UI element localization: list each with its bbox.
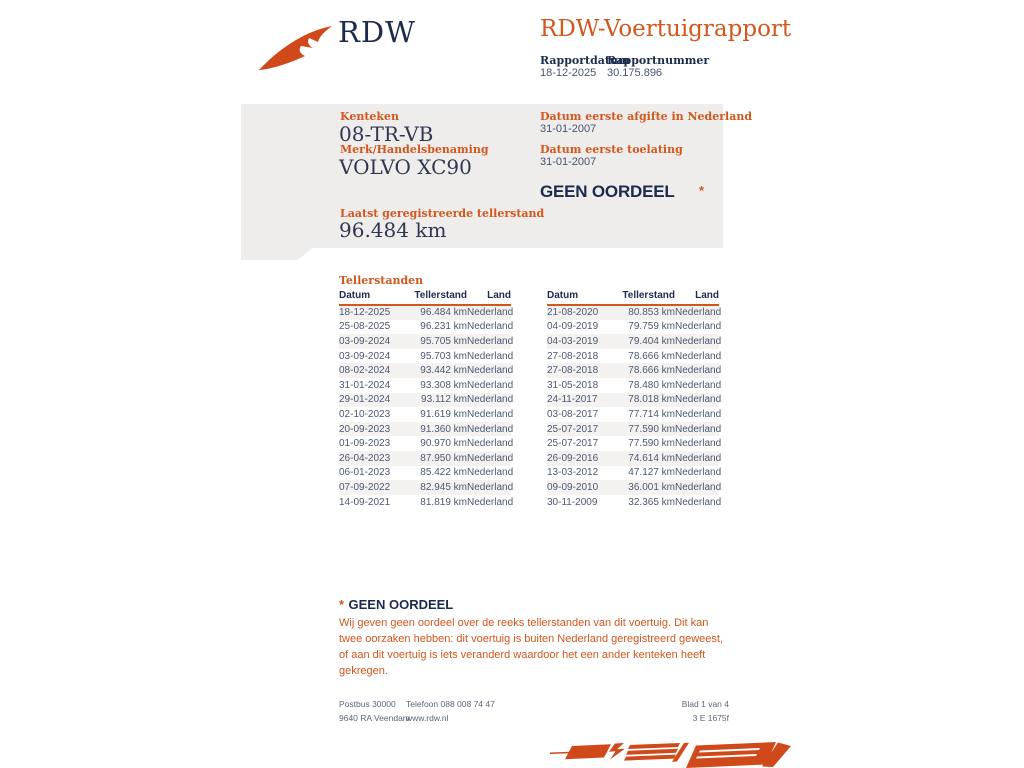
datum-cell: 25-08-2025	[339, 321, 391, 333]
footer-page-indicator: Blad 1 van 4	[681, 699, 729, 709]
footer-website: www.rdw.nl	[406, 713, 449, 723]
footer-address	[339, 697, 410, 725]
merk-value: VOLVO XC90	[339, 155, 472, 179]
land-cell: Nederland	[675, 481, 722, 493]
tellerstand-cell: 77.714 km	[628, 408, 675, 420]
tellerstand-column-header: Tellerstand	[405, 288, 467, 305]
land-cell: Nederland	[675, 307, 722, 319]
datum-cell: 01-09-2023	[339, 438, 391, 450]
table-header-row	[547, 288, 719, 305]
tellerstand-cell: 79.759 km	[628, 321, 675, 333]
datum-cell: 08-02-2024	[339, 365, 391, 377]
land-cell: Nederland	[467, 438, 514, 450]
datum-cell: 25-07-2017	[547, 438, 599, 450]
land-cell: Nederland	[467, 350, 514, 362]
table-row	[547, 407, 719, 422]
datum-cell: 27-08-2018	[547, 350, 599, 362]
tellerstand-value: 96.484 km	[339, 218, 447, 242]
datum-cell: 04-03-2019	[547, 335, 599, 347]
oordeel-verdict: GEEN OORDEEL	[540, 182, 675, 201]
tellerstand-cell: 77.590 km	[628, 423, 675, 435]
tellerstand-cell: 82.945 km	[420, 481, 467, 493]
table-row	[547, 436, 719, 451]
table-row	[547, 466, 719, 481]
tellerstand-cell: 78.666 km	[628, 350, 675, 362]
datum-cell: 03-09-2024	[339, 335, 391, 347]
tellerstand-cell: 36.001 km	[628, 481, 675, 493]
table-row	[339, 436, 511, 451]
tellerstand-cell: 78.666 km	[628, 365, 675, 377]
footnote-heading: GEEN OORDEEL	[348, 597, 454, 612]
table-row	[339, 378, 511, 393]
land-cell: Nederland	[675, 496, 722, 508]
tellerstand-cell: 95.705 km	[420, 335, 467, 347]
datum-cell: 24-11-2017	[547, 394, 598, 406]
datum-cell: 14-09-2021	[339, 496, 391, 508]
tellerstanden-table-right	[547, 288, 722, 509]
datum-cell: 26-04-2023	[339, 452, 391, 464]
tellerstand-label: Laatst geregistreerde tellerstand	[340, 207, 545, 220]
land-cell: Nederland	[675, 408, 722, 420]
table-row	[547, 334, 719, 349]
tellerstand-cell: 80.853 km	[628, 307, 675, 319]
table-row	[547, 305, 719, 320]
tellerstanden-heading: Tellerstanden	[339, 274, 424, 287]
kenteken-label: Kenteken	[340, 110, 400, 123]
footer-form-code: 3 E 1675f	[692, 713, 729, 723]
datum-cell: 20-09-2023	[339, 423, 391, 435]
table-row	[547, 480, 719, 495]
table-row	[547, 363, 719, 378]
datum-cell: 30-11-2009	[547, 496, 598, 508]
land-cell: Nederland	[467, 335, 514, 347]
land-cell: Nederland	[467, 379, 514, 391]
rdw-wordmark: RDW	[338, 15, 416, 49]
land-cell: Nederland	[467, 394, 514, 406]
land-cell: Nederland	[675, 321, 722, 333]
table-row	[339, 363, 511, 378]
report-number-label: Rapportnummer	[607, 54, 710, 67]
datum-cell: 21-08-2020	[547, 307, 599, 319]
table-row	[339, 407, 511, 422]
tellerstand-cell: 95.703 km	[420, 350, 467, 362]
feather-fragment-graphic-icon	[548, 741, 796, 768]
datum-cell: 25-07-2017	[547, 423, 599, 435]
land-cell: Nederland	[467, 481, 514, 493]
footer-postbus: Postbus 30000	[339, 699, 396, 709]
tellerstand-cell: 91.619 km	[420, 408, 467, 420]
datum-cell: 26-09-2016	[547, 452, 599, 464]
land-column-header: Land	[467, 288, 511, 305]
datum-cell: 04-09-2019	[547, 321, 599, 333]
land-cell: Nederland	[675, 335, 722, 347]
land-cell: Nederland	[675, 394, 722, 406]
tellerstand-cell: 79.404 km	[628, 335, 675, 347]
datum-cell: 03-08-2017	[547, 408, 599, 420]
land-cell: Nederland	[467, 307, 514, 319]
footer-city: 9640 RA Veendam	[339, 713, 410, 723]
report-title: RDW-Voertuigrapport	[540, 16, 792, 42]
table-row	[547, 495, 719, 510]
land-cell: Nederland	[675, 423, 722, 435]
report-number-value: 30.175.896	[607, 67, 663, 79]
table-row	[547, 393, 719, 408]
datum-cell: 09-09-2010	[547, 481, 599, 493]
table-row	[547, 378, 719, 393]
table-row	[339, 451, 511, 466]
datum-cell: 27-08-2018	[547, 365, 599, 377]
land-cell: Nederland	[467, 408, 514, 420]
datum-cell: 29-01-2024	[339, 394, 391, 406]
tellerstand-cell: 47.127 km	[628, 467, 675, 479]
rdw-feather-logo-icon	[256, 24, 338, 74]
tellerstand-cell: 93.442 km	[420, 365, 467, 377]
table-row	[339, 334, 511, 349]
tellerstand-cell: 91.360 km	[420, 423, 467, 435]
datum-cell: 18-12-2025	[339, 307, 391, 319]
tellerstand-cell: 77.590 km	[628, 438, 675, 450]
table-row	[547, 451, 719, 466]
oordeel-asterisk: *	[699, 183, 705, 198]
merk-label: Merk/Handelsbenaming	[340, 143, 489, 156]
table-row	[339, 466, 511, 481]
footer-contact	[406, 697, 495, 725]
land-cell: Nederland	[467, 496, 514, 508]
datum-cell: 02-10-2023	[339, 408, 391, 420]
footer-meta	[529, 697, 729, 725]
table-row	[339, 349, 511, 364]
afgifte-value: 31-01-2007	[540, 123, 597, 135]
report-date-label: Rapportdatum	[540, 54, 630, 67]
tellerstand-cell: 78.480 km	[628, 379, 675, 391]
datum-cell: 07-09-2022	[339, 481, 391, 493]
footnote-text: Wij geven geen oordeel over de reeks tellerstanden van dit voertuig. Dit kan twee oorzaken hebben: dit voertuig is buiten Nederland geregistreerd geweest, of aan dit voertuig is iets veranderd waardoor het een ander kenteken heeft gekregen.	[339, 617, 724, 677]
tellerstanden-table-left	[339, 288, 514, 509]
table-row	[339, 320, 511, 335]
table-row	[339, 495, 511, 510]
table-row	[339, 393, 511, 408]
land-cell: Nederland	[467, 423, 514, 435]
datum-column-header: Datum	[339, 288, 405, 305]
datum-column-header: Datum	[547, 288, 613, 305]
report-date-value: 18-12-2025	[540, 67, 597, 79]
footer-phone: Telefoon 088 008 74 47	[406, 699, 495, 709]
toelating-label: Datum eerste toelating	[540, 143, 683, 156]
table-row	[339, 422, 511, 437]
datum-cell: 06-01-2023	[339, 467, 391, 479]
table-row	[547, 320, 719, 335]
tellerstand-cell: 96.484 km	[420, 307, 467, 319]
land-cell: Nederland	[675, 467, 722, 479]
land-cell: Nederland	[467, 467, 514, 479]
datum-cell: 13-03-2012	[547, 467, 599, 479]
afgifte-label: Datum eerste afgifte in Nederland	[540, 110, 753, 123]
land-cell: Nederland	[675, 379, 722, 391]
tellerstand-cell: 74.614 km	[628, 452, 675, 464]
kenteken-value: 08-TR-VB	[339, 122, 434, 146]
tellerstand-cell: 90.970 km	[420, 438, 467, 450]
tellerstand-cell: 87.950 km	[420, 452, 467, 464]
land-cell: Nederland	[467, 452, 514, 464]
tellerstand-column-header: Tellerstand	[613, 288, 675, 305]
tellerstand-cell: 96.231 km	[420, 321, 467, 333]
datum-cell: 03-09-2024	[339, 350, 391, 362]
table-row	[339, 305, 511, 320]
land-cell: Nederland	[675, 365, 722, 377]
tellerstand-cell: 93.112 km	[421, 394, 467, 406]
land-cell: Nederland	[467, 321, 514, 333]
footnote-heading-row	[339, 596, 453, 614]
datum-cell: 31-05-2018	[547, 379, 599, 391]
table-row	[547, 349, 719, 364]
tellerstand-cell: 85.422 km	[420, 467, 467, 479]
tellerstand-cell: 81.819 km	[420, 496, 467, 508]
tellerstand-cell: 93.308 km	[420, 379, 467, 391]
land-cell: Nederland	[675, 438, 722, 450]
footnote-asterisk: *	[339, 597, 345, 612]
datum-cell: 31-01-2024	[339, 379, 391, 391]
toelating-value: 31-01-2007	[540, 156, 597, 168]
tellerstand-cell: 32.365 km	[628, 496, 675, 508]
land-cell: Nederland	[675, 350, 722, 362]
land-cell: Nederland	[675, 452, 722, 464]
land-column-header: Land	[675, 288, 719, 305]
table-row	[547, 422, 719, 437]
table-header-row	[339, 288, 511, 305]
table-row	[339, 480, 511, 495]
tellerstand-cell: 78.018 km	[628, 394, 675, 406]
land-cell: Nederland	[467, 365, 514, 377]
